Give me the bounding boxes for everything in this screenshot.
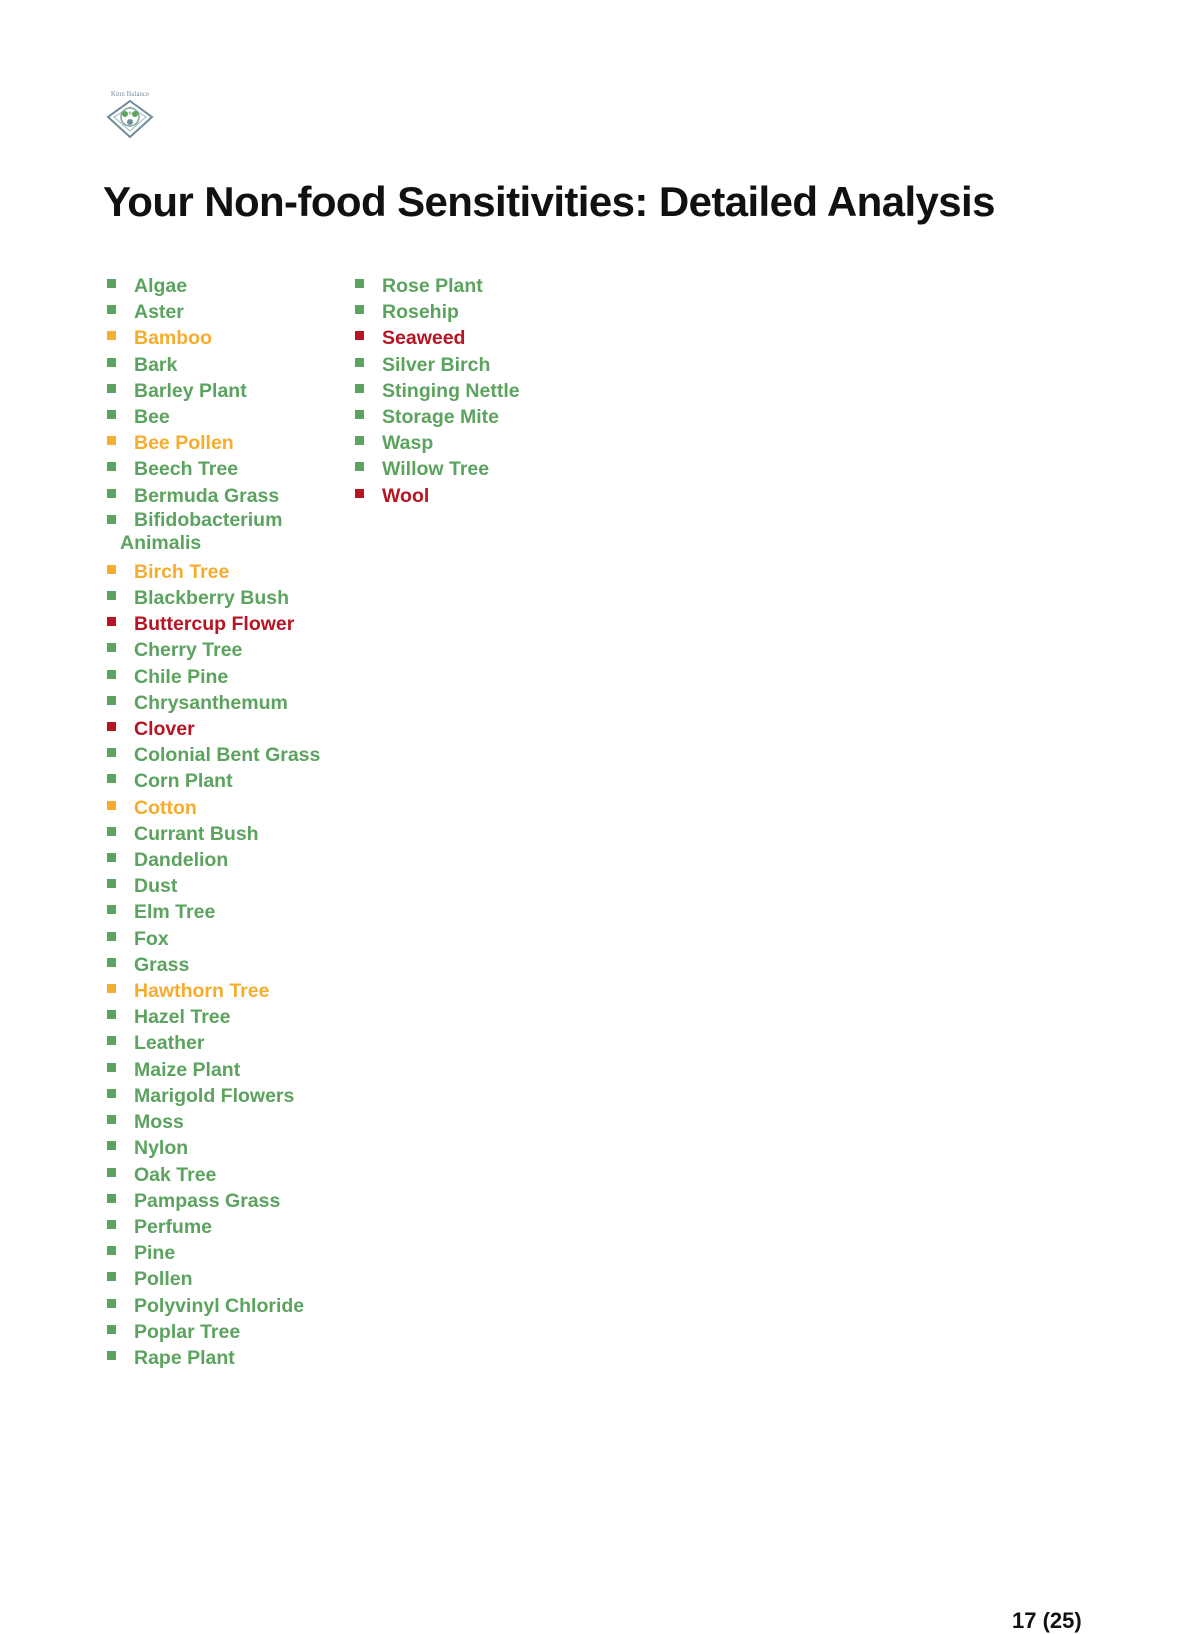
sensitivity-item-label: Bee Pollen (134, 432, 234, 455)
sensitivity-item (355, 378, 595, 404)
square-bullet-icon (107, 932, 116, 941)
sensitivity-item-label: Corn Plant (134, 770, 233, 793)
square-bullet-icon (107, 565, 116, 574)
sensitivity-item (107, 847, 347, 873)
square-bullet-icon (107, 1168, 116, 1177)
sensitivity-item-label: Buttercup Flower (134, 613, 295, 636)
sensitivity-item-label: Leather (134, 1032, 205, 1055)
sensitivity-item-label: Pine (134, 1242, 176, 1265)
sensitivity-item-label: Wool (382, 484, 430, 507)
sensitivity-item (107, 1293, 347, 1319)
square-bullet-icon (107, 879, 116, 888)
square-bullet-icon (107, 384, 116, 393)
square-bullet-icon (107, 1063, 116, 1072)
square-bullet-icon (107, 984, 116, 993)
sensitivity-item (355, 299, 595, 325)
sensitivity-item-label: Rosehip (382, 301, 459, 324)
square-bullet-icon (107, 905, 116, 914)
sensitivity-item-label: Pampass Grass (134, 1189, 281, 1212)
square-bullet-icon (107, 515, 116, 524)
sensitivity-item (107, 1214, 347, 1240)
sensitivity-item (107, 378, 347, 404)
square-bullet-icon (107, 1089, 116, 1098)
sensitivity-item-label: Nylon (134, 1137, 189, 1160)
sensitivity-item-label: Bamboo (134, 327, 212, 350)
square-bullet-icon (107, 670, 116, 679)
sensitivity-item (107, 1004, 347, 1030)
sensitivity-item (107, 299, 347, 325)
sensitivity-item-label: Chrysanthemum (134, 691, 288, 714)
sensitivity-item (107, 1266, 347, 1292)
sensitivity-item-label: Perfume (134, 1215, 213, 1238)
sensitivity-item-label: Moss (134, 1111, 184, 1134)
sensitivity-item-label: Fox (134, 927, 169, 950)
square-bullet-icon (107, 410, 116, 419)
sensitivity-item-label: Willow Tree (382, 458, 490, 481)
sensitivity-item (355, 404, 595, 430)
square-bullet-icon (107, 591, 116, 600)
square-bullet-icon (107, 1325, 116, 1334)
sensitivity-item (107, 899, 347, 925)
square-bullet-icon (355, 305, 364, 314)
sensitivity-item-label: Currant Bush (134, 822, 259, 845)
sensitivity-item-label: Rape Plant (134, 1346, 235, 1369)
brand-logo (100, 90, 160, 146)
sensitivity-item (107, 585, 347, 611)
square-bullet-icon (107, 1299, 116, 1308)
square-bullet-icon (107, 617, 116, 626)
sensitivity-item-label: Clover (134, 718, 195, 741)
sensitivity-item (107, 1162, 347, 1188)
square-bullet-icon (107, 489, 116, 498)
square-bullet-icon (355, 462, 364, 471)
sensitivity-item-label: Poplar Tree (134, 1320, 241, 1343)
sensitivity-item (107, 273, 347, 299)
sensitivity-item (355, 352, 595, 378)
square-bullet-icon (107, 958, 116, 967)
square-bullet-icon (107, 774, 116, 783)
sensitivity-item-label: Algae (134, 275, 188, 297)
sensitivity-item (355, 456, 595, 482)
sensitivity-item (355, 430, 595, 456)
sensitivity-item (107, 821, 347, 847)
sensitivity-list-column-1 (107, 273, 347, 1371)
logo-text: Kinn Balance (110, 90, 150, 98)
square-bullet-icon (107, 1220, 116, 1229)
sensitivity-item (107, 1345, 347, 1371)
square-bullet-icon (107, 1351, 116, 1360)
sensitivity-item-label: Bee (134, 406, 170, 429)
square-bullet-icon (107, 801, 116, 810)
sensitivity-item-label: Pollen (134, 1268, 193, 1291)
sensitivity-item (107, 352, 347, 378)
square-bullet-icon (107, 1272, 116, 1281)
sensitivity-item (107, 430, 347, 456)
square-bullet-icon (107, 436, 116, 445)
square-bullet-icon (107, 1010, 116, 1019)
sensitivity-item-label: Bermuda Grass (134, 484, 280, 507)
sensitivity-item-label: Rose Plant (382, 275, 483, 297)
square-bullet-icon (107, 1036, 116, 1045)
diamond-flower-icon (104, 99, 156, 139)
sensitivity-item-label: Cherry Tree (134, 639, 243, 662)
sensitivity-item-label: Silver Birch (382, 353, 491, 376)
sensitivity-item (107, 690, 347, 716)
sensitivity-item-label: Aster (134, 301, 184, 324)
sensitivity-item (107, 873, 347, 899)
square-bullet-icon (107, 1115, 116, 1124)
sensitivity-item-label: Dust (134, 875, 178, 898)
sensitivity-list-column-2 (355, 273, 595, 509)
sensitivity-item (107, 483, 347, 509)
sensitivity-item (107, 978, 347, 1004)
sensitivity-item (107, 456, 347, 482)
square-bullet-icon (107, 853, 116, 862)
sensitivity-item (107, 404, 347, 430)
sensitivity-item-label: Colonial Bent Grass (134, 744, 321, 767)
square-bullet-icon (107, 722, 116, 731)
page-title: Your Non-food Sensitivities: Detailed Analysis (103, 178, 995, 225)
sensitivity-item (107, 1188, 347, 1214)
sensitivity-item (107, 1135, 347, 1161)
sensitivity-item-label: Wasp (382, 432, 434, 455)
sensitivity-item (107, 1319, 347, 1345)
sensitivity-item-label: Stinging Nettle (382, 379, 520, 402)
sensitivity-item-label: Bifidobacterium Animalis (120, 508, 283, 555)
square-bullet-icon (107, 643, 116, 652)
sensitivity-item-label: Polyvinyl Chloride (134, 1294, 305, 1317)
square-bullet-icon (107, 331, 116, 340)
square-bullet-icon (355, 489, 364, 498)
sensitivity-item (107, 1057, 347, 1083)
square-bullet-icon (107, 1246, 116, 1255)
sensitivity-item (355, 273, 595, 299)
square-bullet-icon (107, 696, 116, 705)
square-bullet-icon (355, 410, 364, 419)
sensitivity-item-label: Maize Plant (134, 1058, 241, 1081)
sensitivity-item-label: Marigold Flowers (134, 1084, 295, 1107)
square-bullet-icon (107, 462, 116, 471)
square-bullet-icon (107, 1141, 116, 1150)
sensitivity-item-label: Barley Plant (134, 379, 247, 402)
square-bullet-icon (355, 358, 364, 367)
sensitivity-item (107, 1240, 347, 1266)
sensitivity-item-label: Blackberry Bush (134, 587, 289, 610)
sensitivity-item (107, 1030, 347, 1056)
sensitivity-item (107, 716, 347, 742)
sensitivity-item-label: Seaweed (382, 327, 466, 350)
sensitivity-item-label: Grass (134, 953, 190, 976)
square-bullet-icon (107, 358, 116, 367)
square-bullet-icon (107, 827, 116, 836)
sensitivity-item (107, 952, 347, 978)
square-bullet-icon (107, 305, 116, 314)
sensitivity-item (107, 611, 347, 637)
page-number: 17 (25) (1012, 1608, 1082, 1633)
sensitivity-item (107, 768, 347, 794)
sensitivity-item (107, 742, 347, 768)
sensitivity-item-label: Birch Tree (134, 560, 230, 583)
sensitivity-item (107, 559, 347, 585)
sensitivity-item (107, 325, 347, 351)
sensitivity-item-label: Hawthorn Tree (134, 980, 270, 1003)
square-bullet-icon (107, 748, 116, 757)
sensitivity-item (355, 483, 595, 509)
sensitivity-item (107, 926, 347, 952)
sensitivity-item-label: Hazel Tree (134, 1006, 231, 1029)
square-bullet-icon (107, 279, 116, 288)
sensitivity-item-label: Dandelion (134, 849, 229, 872)
sensitivity-item (107, 637, 347, 663)
square-bullet-icon (355, 384, 364, 393)
sensitivity-item (107, 795, 347, 821)
square-bullet-icon (355, 331, 364, 340)
sensitivity-item (355, 325, 595, 351)
sensitivity-item-label: Cotton (134, 796, 197, 819)
sensitivity-item-label: Oak Tree (134, 1163, 217, 1186)
square-bullet-icon (355, 436, 364, 445)
sensitivity-item-label: Bark (134, 353, 178, 376)
sensitivity-item-label: Chile Pine (134, 665, 229, 688)
square-bullet-icon (107, 1194, 116, 1203)
sensitivity-item (107, 1083, 347, 1109)
square-bullet-icon (355, 279, 364, 288)
sensitivity-item-label: Storage Mite (382, 406, 500, 429)
sensitivity-item (107, 1109, 347, 1135)
sensitivity-item-label: Beech Tree (134, 458, 239, 481)
sensitivity-item (107, 509, 347, 559)
sensitivity-item-label: Elm Tree (134, 901, 216, 924)
sensitivity-item (107, 664, 347, 690)
